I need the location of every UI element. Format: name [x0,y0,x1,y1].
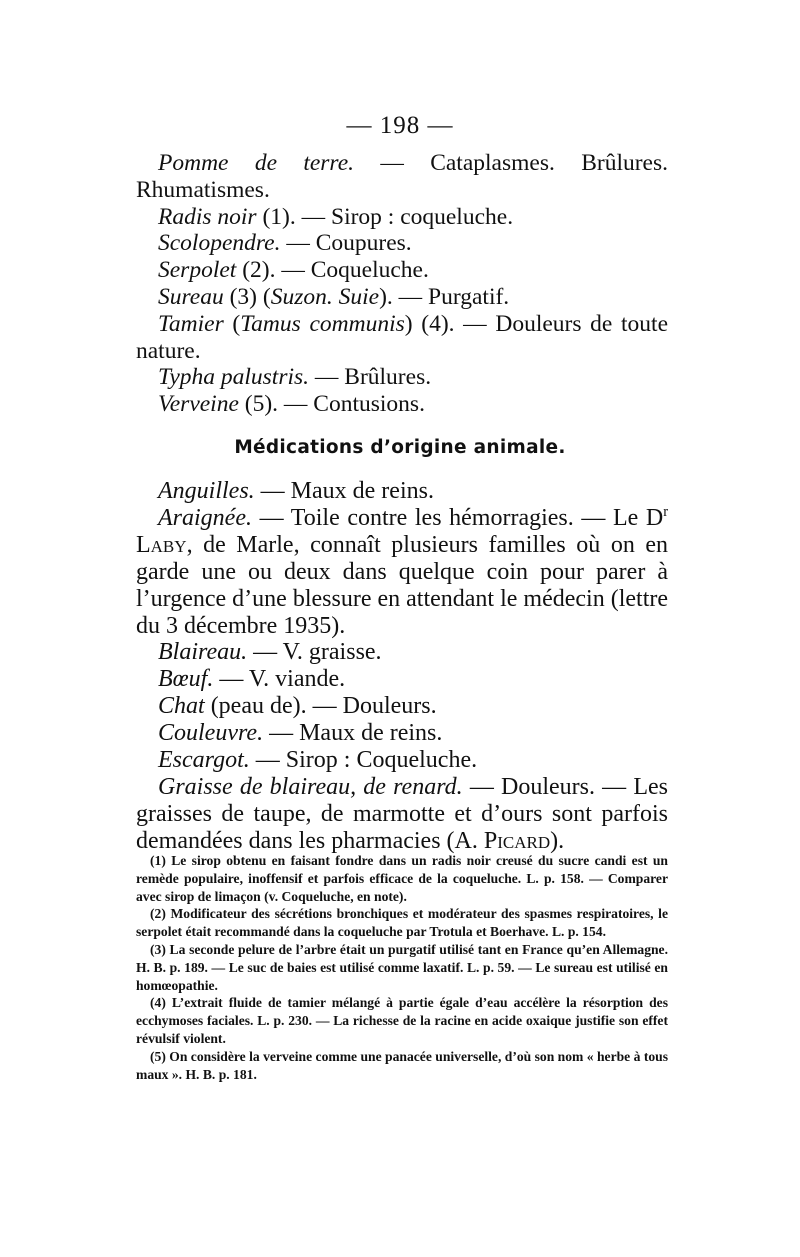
section-heading: Médications d’origine animale. [234,437,566,458]
entry-term: Anguilles. [158,478,255,504]
entry-text: — Cataplasmes. Brûlures. Rhumatismes. [136,150,668,203]
entry-term: Couleuvre. [158,720,264,747]
entry-text: — Douleurs. — Les graisses de taupe, de marmotte et d’ours sont parfois demandées dans les pharmacies (A. [136,773,669,854]
entry-text: — Brûlures. [309,364,432,391]
entry-term: Blaireau. [158,639,248,666]
entry-text-secondary: ). — Purgatif. [379,283,510,310]
page-number: — 198 — [346,112,454,139]
plant-remedies-list [136,150,668,418]
entry-radis-noir [136,204,668,231]
entry-text: (peau de). — Douleurs. [204,693,437,720]
entry-term: Verveine [158,391,239,418]
entry-graisse [136,774,668,855]
entry-verveine [136,391,668,418]
entry-term: Radis noir [158,203,257,230]
entry-scolopendre [136,230,668,257]
entry-text: — Coupures. [280,230,412,257]
entry-text: — Toile contre les hémorragies. — Le D [251,504,664,531]
entry-pomme-de-terre [136,150,668,204]
entry-term: Pomme de terre. [158,150,355,176]
entry-term: Serpolet [158,257,237,284]
footnotes [136,852,668,1083]
entry-blaireau [136,639,668,666]
entry-term-secondary: Tamus communis [240,310,405,337]
entry-term: Bœuf. [158,666,214,693]
entry-tamier [136,311,668,365]
entry-term: Graisse de blaireau, de renard. [158,773,463,800]
entry-term: Araignée. [158,504,252,531]
entry-text: — Maux de reins. [254,478,434,504]
entry-boeuf [136,666,668,693]
entry-text: (5). — Contusions. [238,391,425,418]
entry-term-secondary: Suzon. Suie [270,283,380,310]
entry-text: — Sirop : Coqueluche. [249,747,478,774]
footnote-2: (2) Modificateur des sécrétions bronchiques et modérateur des spasmes respiratoires, le serpolet était recommandé dans la coqueluche par Trotula et Boerhave. L. p. 154. [136,906,668,940]
footnote-1: (1) Le sirop obtenu en faisant fondre dans un radis noir creusé du sucre candi est un remède populaire, inoffensif et parfois efficace de la coqueluche. L. p. 158. — Comparer avec sirop de limaçon (v. Coqueluche, en note). [136,853,668,904]
entry-text-continued: , de Marle, connaît plusieurs familles où on en garde une ou deux dans quelque coin pour parer à l’urgence d’une blessure en attendant le médecin (lettre du 3 décembre 1935). [136,531,668,639]
entry-text: ( [223,310,241,337]
entry-text: — V. viande. [213,666,346,693]
entry-term: Tamier [158,310,224,337]
entry-term: Sureau [158,283,224,310]
entry-typha [136,364,668,391]
entry-text: (1). — Sirop : coqueluche. [256,203,514,230]
entry-serpolet [136,257,668,284]
entry-couleuvre [136,720,668,747]
person-name: Laby [136,531,187,558]
entry-escargot [136,747,668,774]
footnote-4: (4) L’extrait fluide de tamier mélangé à partie égale d’eau accélère la résorption des ecchymoses faciales. L. p. 230. — La richesse de la racine en acide oxaique justifie son effet révulsif violent. [136,995,668,1046]
entry-text: — Maux de reins. [263,720,443,747]
entry-anguilles [136,478,668,505]
footnote-5: (5) On considère la verveine comme une panacée universelle, d’où son nom « herbe à tous maux ». H. B. p. 181. [136,1048,668,1082]
entry-term: Escargot. [158,747,250,774]
entry-text: (3) ( [223,283,271,310]
entry-text: — V. graisse. [247,639,382,666]
superscript: r [663,503,668,520]
entry-term: Typha palustris. [158,364,310,391]
entry-term: Chat [158,693,205,720]
entry-chat [136,693,668,720]
animal-remedies-list [136,478,668,855]
entry-text: (2). — Coqueluche. [236,257,429,284]
entry-term: Scolopendre. [158,230,281,257]
footnote-3: (3) La seconde pelure de l’arbre était un purgatif utilisé tant en France qu’en Allemagne. H. B. p. 189. — Le suc de baies est utilisé comme laxatif. L. p. 59. — Le sureau est utilisé en homœopathie. [136,941,668,993]
entry-sureau [136,284,668,311]
entry-text-continued: ). [550,827,565,854]
entry-text-secondary: ) (4). — Douleurs de toute nature. [136,310,668,364]
entry-araignee [136,505,668,640]
person-name: Picard [483,827,551,854]
